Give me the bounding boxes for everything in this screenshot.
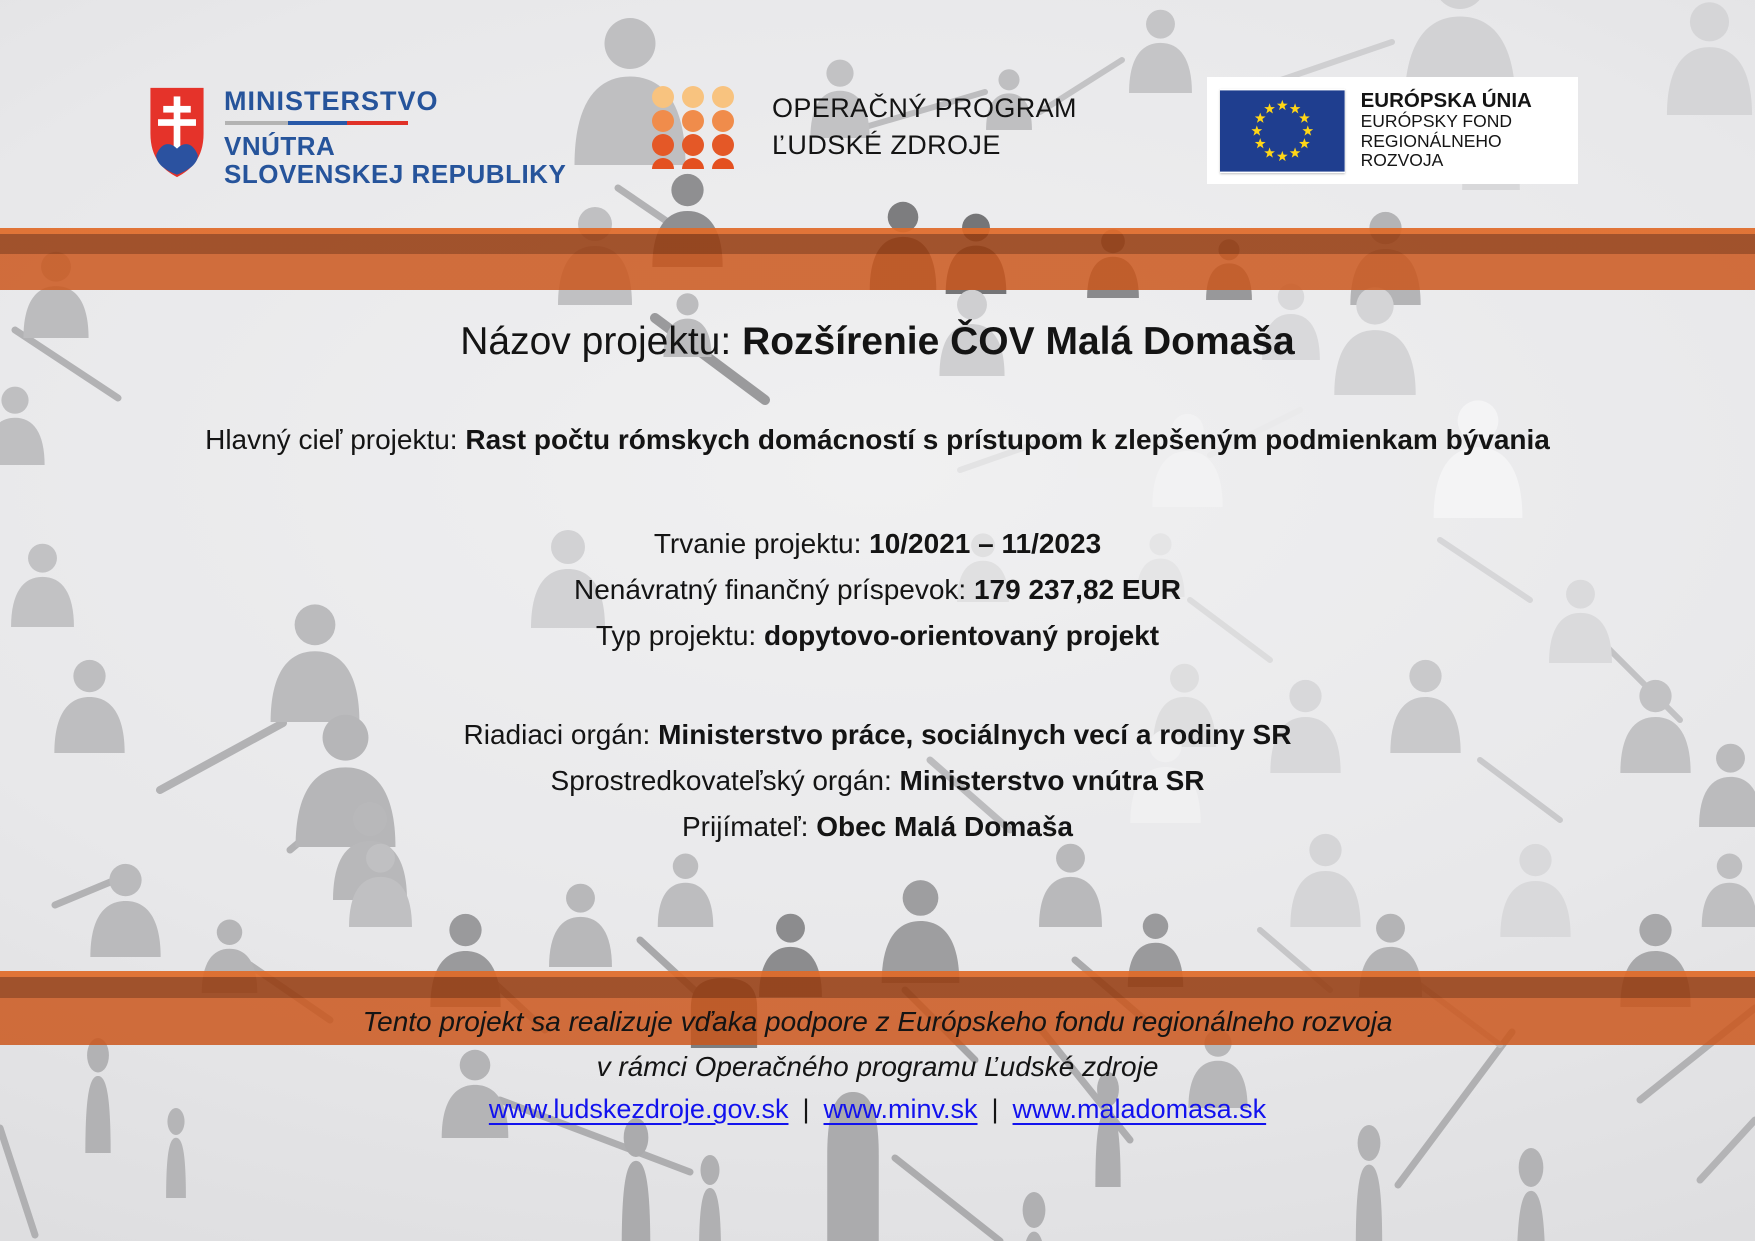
link-maladomasa[interactable]: www.maladomasa.sk (1012, 1094, 1267, 1124)
eu-fund-line1: EURÓPSKY FOND (1360, 111, 1512, 132)
detail-duration-value: 10/2021 – 11/2023 (869, 528, 1102, 559)
detail-duration (0, 521, 1755, 567)
project-title-label: Názov projektu: (460, 320, 743, 363)
link-separator: | (991, 1094, 999, 1124)
footer-support-line1: Tento projekt sa realizuje vďaka podpore z Európskeho fondu regionálneho rozvoja (362, 1006, 1393, 1037)
detail-grant (0, 567, 1755, 613)
project-goal (0, 424, 1755, 456)
party-intermediate-value: Ministerstvo vnútra SR (899, 765, 1205, 796)
detail-type-label: Typ projektu: (595, 620, 764, 651)
party-managing-value: Ministerstvo práce, sociálnych vecí a rodiny SR (658, 719, 1292, 750)
detail-type-value: dopytovo-orientovaný projekt (763, 620, 1160, 651)
link-minv[interactable]: www.minv.sk (823, 1094, 978, 1124)
project-goal-label: Hlavný cieľ projektu: (205, 424, 466, 455)
link-separator: | (802, 1094, 810, 1124)
eu-flag-icon (1220, 89, 1345, 173)
party-beneficiary-label: Prijímateľ: (682, 811, 817, 842)
detail-grant-value: 179 237,82 EUR (973, 574, 1182, 605)
project-details (0, 521, 1755, 659)
detail-duration-label: Trvanie projektu: (653, 528, 870, 559)
project-goal-value: Rast počtu rómskych domácností s prístupom k zlepšeným podmienkam bývania (465, 424, 1550, 455)
party-managing-authority (0, 712, 1755, 758)
party-intermediate-label: Sprostredkovateľský orgán: (550, 765, 900, 796)
detail-grant-label: Nenávratný finančný príspevok: (573, 574, 974, 605)
eu-logo (1207, 77, 1578, 184)
footer-links (0, 1094, 1755, 1125)
ministry-underline (225, 121, 408, 125)
party-beneficiary (0, 804, 1755, 850)
party-intermediate-body (0, 758, 1755, 804)
ministry-name-line3: SLOVENSKEJ REPUBLIKY (224, 159, 567, 189)
op-program-line2: ĽUDSKÉ ZDROJE (772, 130, 1001, 160)
footer-support-line2: v rámci Operačného programu Ľudské zdroje (596, 1051, 1159, 1082)
op-logo (652, 86, 1077, 169)
detail-type (0, 613, 1755, 659)
ministry-name-line1: MINISTERSTVO (224, 86, 439, 116)
op-program-line1: OPERAČNÝ PROGRAM (772, 93, 1077, 123)
link-ludskezdroje[interactable]: www.ludskezdroje.gov.sk (488, 1094, 789, 1124)
top-orange-stripe (0, 228, 1755, 290)
project-title-value: Rozšírenie ČOV Malá Domaša (742, 320, 1295, 363)
project-parties (0, 712, 1755, 850)
op-dots-icon (652, 86, 734, 169)
party-managing-label: Riadiaci orgán: (463, 719, 659, 750)
ministry-logo (148, 86, 566, 188)
eu-fund-line2: REGIONÁLNEHO ROZVOJA (1360, 130, 1502, 171)
eu-title: EURÓPSKA ÚNIA (1360, 89, 1532, 113)
project-title (0, 320, 1755, 364)
party-beneficiary-value: Obec Malá Domaša (816, 811, 1073, 842)
slovak-coat-of-arms-icon (148, 86, 206, 179)
ministry-name-line2: VNÚTRA (224, 131, 336, 161)
